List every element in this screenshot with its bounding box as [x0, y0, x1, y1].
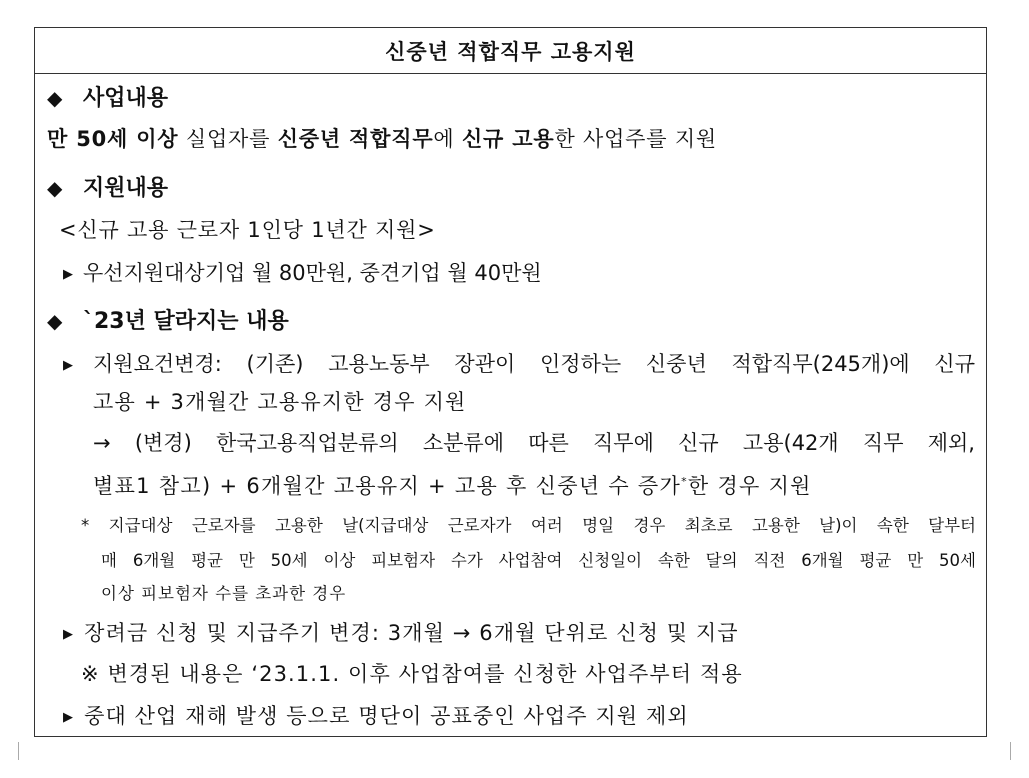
- triangle-bullet-icon: ▶: [63, 710, 75, 725]
- page-corner-mark: [1010, 742, 1029, 760]
- body-text: 실업자를: [178, 127, 278, 151]
- body-text: 에: [433, 127, 462, 151]
- change-item1-line2: 고용 + 3개월간 고용유지한 경우 지원: [93, 390, 467, 414]
- section-heading-changes: [47, 307, 289, 336]
- change-item1-line4-end: 한 경우 지원: [687, 474, 812, 498]
- document-box: [34, 27, 987, 737]
- section2-heading-text: 지원내용: [83, 176, 169, 201]
- change-item1-line4-text: 별표1 참고) + 6개월간 고용유지 + 고용 후 신중년 수 증가: [93, 474, 682, 498]
- document-title: 신중년 적합직무 고용지원: [35, 28, 986, 74]
- change-remark: ※ 변경된 내용은 ‘23.1.1. 이후 사업참여를 신청한 사업주부터 적용: [81, 662, 743, 686]
- section-heading-business: [47, 84, 168, 113]
- change-item1-line3: → (변경) 한국고용직업분류의 소분류에 따른 직무에 신규 고용(42개 직무 제외,: [93, 431, 975, 455]
- change-item1-line4: [93, 468, 812, 500]
- triangle-bullet-icon: ▶: [63, 267, 73, 282]
- section-heading-support: [47, 174, 168, 203]
- diamond-bullet-icon: ◆: [47, 86, 63, 110]
- footnote-line1: * 지급대상 근로자를 고용한 날(지급대상 근로자가 여러 명일 경우 최초로 고용한 날)이 속한 달부터: [81, 516, 976, 535]
- footnote-line2: 매 6개월 평균 만 50세 이상 피보험자 수가 사업참여 신청일이 속한 달의 직전 6개월 평균 만 50세: [101, 551, 976, 570]
- support-subheading: <신규 고용 근로자 1인당 1년간 지원>: [59, 218, 436, 242]
- triangle-bullet-icon: ▶: [63, 627, 75, 642]
- body-text: 한 사업주를 지원: [554, 127, 717, 151]
- change-item3-text: 중대 산업 재해 발생 등으로 명단이 공표중인 사업주 지원 제외: [84, 704, 689, 728]
- footnote-marker: *: [681, 475, 688, 488]
- change-item3: [63, 702, 689, 732]
- footnote-line3: 이상 피보험자 수를 초과한 경우: [101, 584, 347, 603]
- support-bullet-text: 우선지원대상기업 월 80만원, 중견기업 월 40만원: [83, 261, 542, 285]
- emphasis-job: 신중년 적합직무: [277, 127, 434, 151]
- section3-heading-text: `23년 달라지는 내용: [83, 309, 289, 334]
- diamond-bullet-icon: ◆: [47, 176, 63, 200]
- change-item2-text: 장려금 신청 및 지급주기 변경: 3개월 → 6개월 단위로 신청 및 지급: [84, 621, 739, 645]
- emphasis-age: 만 50세 이상: [47, 127, 179, 151]
- diamond-bullet-icon: ◆: [47, 309, 63, 333]
- support-bullet: [63, 259, 542, 289]
- change-item2: [63, 619, 739, 649]
- triangle-bullet-icon: ▶: [63, 358, 73, 373]
- change-item1-line1: 지원요건변경: (기존) 고용노동부 장관이 인정하는 신중년 적합직무(245개)에 신규: [93, 352, 975, 376]
- emphasis-hire: 신규 고용: [461, 127, 555, 151]
- triangle-bullet-1: [63, 350, 83, 380]
- section1-heading-text: 사업내용: [83, 86, 169, 111]
- section1-body: [47, 125, 717, 153]
- page-corner-mark: [0, 742, 19, 760]
